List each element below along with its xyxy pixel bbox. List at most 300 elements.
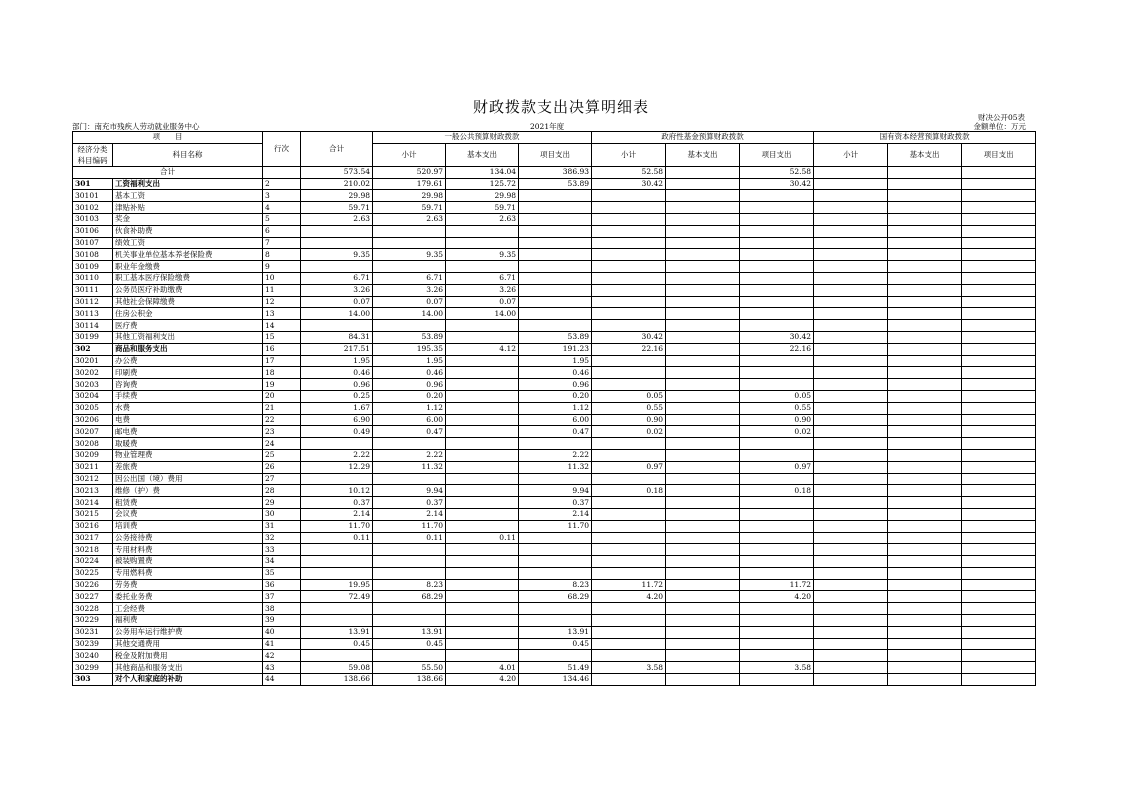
amount-cell: 8.23 (519, 579, 592, 591)
subject-name-cell: 因公出国（境）费用 (113, 473, 263, 485)
amount-cell (814, 237, 888, 249)
amount-cell (814, 579, 888, 591)
subject-name-cell: 租赁费 (113, 497, 263, 509)
econ-code-cell: 30239 (73, 638, 113, 650)
table-row (73, 296, 1036, 308)
line-no-cell: 40 (263, 626, 301, 638)
amount-cell: 53.89 (373, 331, 446, 343)
amount-cell (962, 178, 1036, 190)
amount-cell (740, 308, 814, 320)
amount-cell (962, 237, 1036, 249)
table-row (73, 320, 1036, 332)
subject-name-cell: 津贴补贴 (113, 202, 263, 214)
amount-cell (446, 579, 519, 591)
table-row (73, 650, 1036, 662)
subject-name-cell: 绩效工资 (113, 237, 263, 249)
amount-cell (814, 225, 888, 237)
amount-cell (888, 261, 962, 273)
amount-cell (740, 261, 814, 273)
amount-cell: 1.12 (519, 402, 592, 414)
amount-cell (888, 461, 962, 473)
line-no-cell: 44 (263, 674, 301, 686)
amount-cell (962, 579, 1036, 591)
amount-cell (814, 532, 888, 544)
amount-cell (740, 449, 814, 461)
amount-cell (814, 202, 888, 214)
amount-cell: 72.49 (301, 591, 373, 603)
amount-cell (962, 225, 1036, 237)
amount-cell (446, 237, 519, 249)
table-row (73, 308, 1036, 320)
subject-name-cell: 工会经费 (113, 603, 263, 615)
subject-name-cell: 奖金 (113, 213, 263, 225)
subject-name-cell: 水费 (113, 402, 263, 414)
amount-cell (666, 638, 740, 650)
amount-cell (666, 520, 740, 532)
amount-cell (592, 367, 666, 379)
amount-cell (888, 379, 962, 391)
amount-cell (301, 225, 373, 237)
amount-cell (888, 402, 962, 414)
subject-name-cell: 其他工资福利支出 (113, 331, 263, 343)
amount-cell (373, 556, 446, 568)
amount-cell (666, 367, 740, 379)
line-no-cell: 38 (263, 603, 301, 615)
amount-cell: 4.12 (446, 343, 519, 355)
amount-cell (962, 343, 1036, 355)
amount-cell (666, 461, 740, 473)
amount-cell (446, 497, 519, 509)
amount-cell: 52.58 (740, 166, 814, 178)
amount-cell (814, 249, 888, 261)
amount-cell (666, 272, 740, 284)
amount-cell (888, 544, 962, 556)
amount-cell (666, 343, 740, 355)
subject-name-cell: 职业年金缴费 (113, 261, 263, 273)
amount-cell: 3.58 (592, 662, 666, 674)
amount-cell: 10.12 (301, 485, 373, 497)
subject-name-cell: 对个人和家庭的补助 (113, 674, 263, 686)
amount-cell (592, 603, 666, 615)
subject-name-cell: 医疗费 (113, 320, 263, 332)
amount-cell: 22.16 (740, 343, 814, 355)
amount-cell (519, 296, 592, 308)
amount-cell (962, 520, 1036, 532)
table-row (73, 402, 1036, 414)
amount-cell: 386.93 (519, 166, 592, 178)
amount-cell (962, 603, 1036, 615)
econ-code-cell: 30199 (73, 331, 113, 343)
amount-cell (814, 615, 888, 627)
amount-cell (666, 414, 740, 426)
line-no-cell: 12 (263, 296, 301, 308)
amount-cell (888, 520, 962, 532)
amount-cell (446, 320, 519, 332)
amount-cell: 29.98 (373, 190, 446, 202)
table-row (73, 532, 1036, 544)
amount-cell: 0.55 (592, 402, 666, 414)
econ-code-cell: 30114 (73, 320, 113, 332)
amount-cell: 3.58 (740, 662, 814, 674)
amount-cell (814, 261, 888, 273)
subject-name-cell: 专用材料费 (113, 544, 263, 556)
subject-name-cell: 被装购置费 (113, 556, 263, 568)
amount-cell (888, 603, 962, 615)
amount-cell (666, 225, 740, 237)
amount-cell: 84.31 (301, 331, 373, 343)
amount-cell (592, 615, 666, 627)
amount-cell: 2.63 (301, 213, 373, 225)
amount-cell (814, 355, 888, 367)
amount-cell (740, 603, 814, 615)
amount-cell (888, 308, 962, 320)
amount-cell (814, 520, 888, 532)
amount-cell (814, 190, 888, 202)
header-econ-code: 经济分类科目编码 (73, 143, 113, 166)
header-capital-basic: 基本支出 (888, 143, 962, 166)
econ-code-cell: 303 (73, 674, 113, 686)
econ-code-cell: 30229 (73, 615, 113, 627)
econ-code-cell: 30207 (73, 426, 113, 438)
header-total: 合计 (301, 132, 373, 167)
amount-cell (592, 225, 666, 237)
amount-cell: 55.50 (373, 662, 446, 674)
table-row (73, 284, 1036, 296)
subject-name-cell: 电费 (113, 414, 263, 426)
amount-cell (962, 166, 1036, 178)
amount-cell: 9.35 (373, 249, 446, 261)
amount-cell (740, 237, 814, 249)
table-row (73, 390, 1036, 402)
amount-cell (373, 603, 446, 615)
amount-cell (740, 520, 814, 532)
amount-cell: 22.16 (592, 343, 666, 355)
amount-cell (740, 284, 814, 296)
amount-cell: 2.22 (301, 449, 373, 461)
amount-cell (888, 390, 962, 402)
amount-cell (446, 591, 519, 603)
amount-cell (519, 650, 592, 662)
amount-cell: 11.72 (740, 579, 814, 591)
amount-cell: 2.22 (519, 449, 592, 461)
amount-cell: 9.35 (301, 249, 373, 261)
amount-cell (666, 284, 740, 296)
amount-cell (519, 473, 592, 485)
amount-cell (666, 261, 740, 273)
amount-cell (592, 544, 666, 556)
econ-code-cell: 30208 (73, 438, 113, 450)
amount-cell: 6.90 (301, 414, 373, 426)
amount-cell (519, 249, 592, 261)
amount-cell (519, 272, 592, 284)
amount-cell (666, 379, 740, 391)
amount-cell: 0.02 (740, 426, 814, 438)
table-row (73, 461, 1036, 473)
econ-code-cell: 30227 (73, 591, 113, 603)
amount-cell (962, 213, 1036, 225)
amount-cell (888, 485, 962, 497)
subject-name-cell: 邮电费 (113, 426, 263, 438)
amount-cell (446, 402, 519, 414)
subject-name-cell: 住房公积金 (113, 308, 263, 320)
header-state-capital: 国有资本经营预算财政拨款 (814, 132, 1036, 144)
amount-cell: 0.46 (301, 367, 373, 379)
amount-cell (373, 438, 446, 450)
amount-cell (666, 438, 740, 450)
line-no-cell: 21 (263, 402, 301, 414)
amount-cell (519, 603, 592, 615)
subject-name-cell: 公务员医疗补助缴费 (113, 284, 263, 296)
amount-cell (740, 567, 814, 579)
header-general-budget: 一般公共预算财政拨款 (373, 132, 592, 144)
amount-cell (446, 367, 519, 379)
econ-code-cell: 30226 (73, 579, 113, 591)
econ-code-cell: 30209 (73, 449, 113, 461)
amount-cell (740, 190, 814, 202)
line-no-cell: 6 (263, 225, 301, 237)
subject-name-cell: 福利费 (113, 615, 263, 627)
line-no-cell: 39 (263, 615, 301, 627)
amount-cell (888, 449, 962, 461)
amount-cell (666, 237, 740, 249)
table-row (73, 567, 1036, 579)
amount-cell (962, 272, 1036, 284)
amount-cell (666, 556, 740, 568)
econ-code-cell: 30108 (73, 249, 113, 261)
amount-cell (888, 426, 962, 438)
amount-cell (666, 402, 740, 414)
amount-cell (446, 331, 519, 343)
amount-cell: 9.94 (519, 485, 592, 497)
amount-cell (888, 225, 962, 237)
amount-cell (888, 567, 962, 579)
amount-cell (666, 579, 740, 591)
amount-cell (888, 650, 962, 662)
amount-cell: 2.14 (301, 508, 373, 520)
amount-cell (446, 567, 519, 579)
amount-cell (962, 296, 1036, 308)
line-no-cell: 15 (263, 331, 301, 343)
amount-cell (814, 638, 888, 650)
amount-cell: 0.49 (301, 426, 373, 438)
amount-cell: 4.01 (446, 662, 519, 674)
amount-cell (666, 497, 740, 509)
amount-cell (814, 591, 888, 603)
amount-cell (301, 556, 373, 568)
table-row (73, 497, 1036, 509)
amount-cell (814, 426, 888, 438)
amount-cell (519, 202, 592, 214)
table-row (73, 638, 1036, 650)
amount-cell (962, 249, 1036, 261)
amount-cell (962, 402, 1036, 414)
amount-cell (888, 414, 962, 426)
amount-cell: 68.29 (373, 591, 446, 603)
amount-cell (666, 662, 740, 674)
amount-cell: 0.96 (373, 379, 446, 391)
amount-cell (888, 237, 962, 249)
line-no-cell: 10 (263, 272, 301, 284)
amount-cell (592, 532, 666, 544)
amount-cell (888, 662, 962, 674)
table-row (73, 225, 1036, 237)
econ-code-cell: 30101 (73, 190, 113, 202)
amount-cell: 0.96 (519, 379, 592, 391)
amount-cell (740, 272, 814, 284)
amount-cell: 0.18 (592, 485, 666, 497)
table-row (73, 591, 1036, 603)
table-row (73, 626, 1036, 638)
amount-cell (740, 225, 814, 237)
line-no-cell: 14 (263, 320, 301, 332)
amount-cell (666, 202, 740, 214)
line-no-cell: 8 (263, 249, 301, 261)
amount-cell (888, 626, 962, 638)
amount-cell: 13.91 (301, 626, 373, 638)
header-capital-project: 项目支出 (962, 143, 1036, 166)
amount-cell: 0.46 (373, 367, 446, 379)
line-no-cell: 43 (263, 662, 301, 674)
amount-cell: 138.66 (301, 674, 373, 686)
header-general-project: 项目支出 (519, 143, 592, 166)
subject-name-cell: 其他社会保障缴费 (113, 296, 263, 308)
econ-code-cell: 30204 (73, 390, 113, 402)
amount-cell (962, 308, 1036, 320)
amount-cell (814, 556, 888, 568)
econ-code-cell: 30103 (73, 213, 113, 225)
econ-code-cell: 30299 (73, 662, 113, 674)
amount-cell (666, 355, 740, 367)
amount-cell (446, 379, 519, 391)
table-row (73, 379, 1036, 391)
subject-name-cell: 咨询费 (113, 379, 263, 391)
econ-code-cell: 30201 (73, 355, 113, 367)
line-no-cell: 20 (263, 390, 301, 402)
amount-cell (962, 544, 1036, 556)
amount-cell: 4.20 (592, 591, 666, 603)
amount-cell (962, 202, 1036, 214)
amount-cell (446, 508, 519, 520)
amount-cell: 3.26 (373, 284, 446, 296)
amount-cell (301, 603, 373, 615)
amount-cell (592, 237, 666, 249)
amount-cell (592, 261, 666, 273)
econ-code-cell: 30214 (73, 497, 113, 509)
amount-cell: 0.05 (592, 390, 666, 402)
amount-cell: 1.95 (301, 355, 373, 367)
amount-cell (592, 638, 666, 650)
amount-cell: 14.00 (373, 308, 446, 320)
amount-cell: 0.02 (592, 426, 666, 438)
header-capital-subtotal: 小计 (814, 143, 888, 166)
amount-cell (962, 284, 1036, 296)
table-row (73, 579, 1036, 591)
line-no-cell: 7 (263, 237, 301, 249)
subject-name-cell: 劳务费 (113, 579, 263, 591)
amount-cell (962, 638, 1036, 650)
amount-cell (814, 284, 888, 296)
line-no-cell: 13 (263, 308, 301, 320)
amount-cell (814, 626, 888, 638)
line-no-cell: 36 (263, 579, 301, 591)
amount-cell (962, 320, 1036, 332)
line-no-cell: 37 (263, 591, 301, 603)
subject-name-cell: 专用燃料费 (113, 567, 263, 579)
amount-cell (962, 615, 1036, 627)
econ-code-cell: 30211 (73, 461, 113, 473)
amount-cell (446, 426, 519, 438)
amount-cell: 53.89 (519, 331, 592, 343)
table-row (73, 202, 1036, 214)
amount-cell (814, 485, 888, 497)
unit-label: 金额单位：万元 (973, 122, 1026, 131)
amount-cell: 30.42 (592, 331, 666, 343)
amount-cell (888, 331, 962, 343)
amount-cell (592, 320, 666, 332)
amount-cell: 59.08 (301, 662, 373, 674)
amount-cell (592, 438, 666, 450)
amount-cell (888, 320, 962, 332)
amount-cell (519, 556, 592, 568)
amount-cell (592, 449, 666, 461)
amount-cell (666, 449, 740, 461)
amount-cell (740, 249, 814, 261)
table-row (73, 178, 1036, 190)
table-row (73, 449, 1036, 461)
subject-name-cell: 物业管理费 (113, 449, 263, 461)
line-no-cell: 35 (263, 567, 301, 579)
amount-cell: 6.71 (446, 272, 519, 284)
amount-cell (962, 497, 1036, 509)
amount-cell (888, 367, 962, 379)
amount-cell (740, 296, 814, 308)
amount-cell (962, 674, 1036, 686)
subject-name-cell: 维修（护）费 (113, 485, 263, 497)
amount-cell: 53.89 (519, 178, 592, 190)
econ-code-cell: 30110 (73, 272, 113, 284)
amount-cell (592, 296, 666, 308)
econ-code-cell: 30218 (73, 544, 113, 556)
table-row (73, 355, 1036, 367)
amount-cell: 0.07 (301, 296, 373, 308)
table-row (73, 438, 1036, 450)
amount-cell (373, 650, 446, 662)
econ-code-cell: 30215 (73, 508, 113, 520)
amount-cell (814, 544, 888, 556)
amount-cell (962, 556, 1036, 568)
amount-cell (446, 544, 519, 556)
amount-cell (814, 390, 888, 402)
table-row (73, 331, 1036, 343)
amount-cell: 0.37 (519, 497, 592, 509)
subject-name-cell: 委托业务费 (113, 591, 263, 603)
line-no-cell: 28 (263, 485, 301, 497)
econ-code-cell: 30107 (73, 237, 113, 249)
subject-name-cell: 税金及附加费用 (113, 650, 263, 662)
line-no-cell: 19 (263, 379, 301, 391)
amount-cell (446, 438, 519, 450)
amount-cell (301, 544, 373, 556)
amount-cell (666, 591, 740, 603)
department-label: 部门：南充市残疾人劳动就业服务中心 (72, 122, 200, 131)
amount-cell (373, 473, 446, 485)
amount-cell (519, 615, 592, 627)
line-no-cell: 4 (263, 202, 301, 214)
amount-cell (962, 485, 1036, 497)
amount-cell (301, 567, 373, 579)
amount-cell: 30.42 (740, 178, 814, 190)
amount-cell: 51.49 (519, 662, 592, 674)
